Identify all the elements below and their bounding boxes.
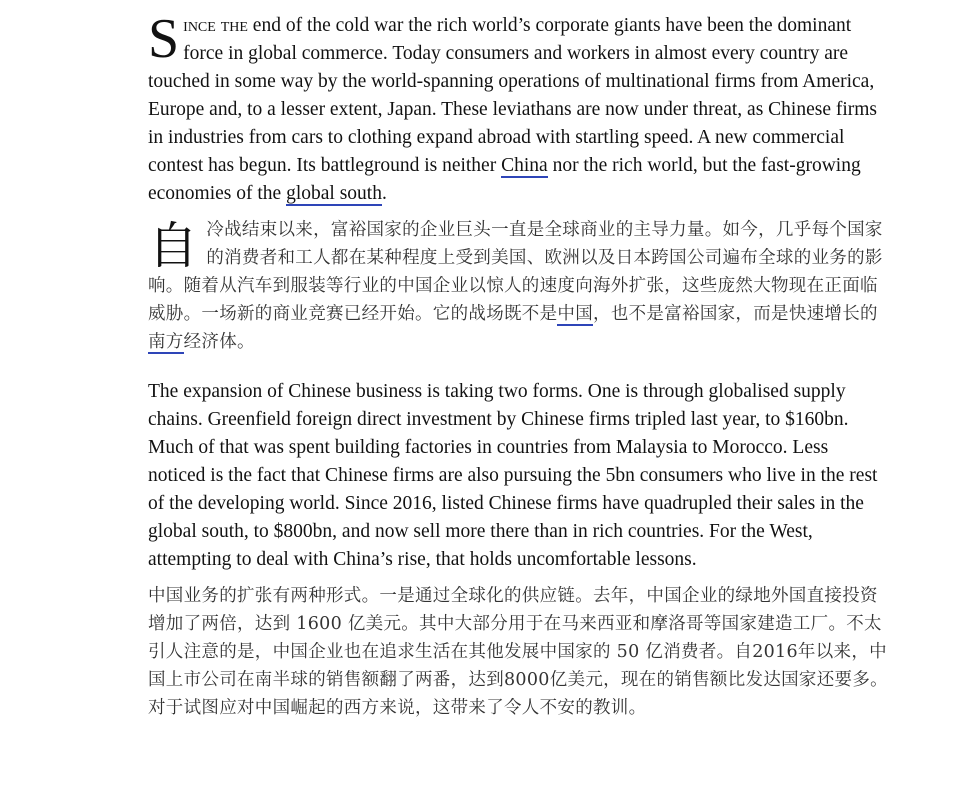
link-china[interactable]: China xyxy=(501,155,548,176)
paragraph-text: 冷战结束以来，富裕国家的企业巨头一直是全球商业的主导力量。如今，几乎每个国家的消费者和工人都在某种程度上受到美国、欧洲以及日本跨国公司遍布全球的业务的影响。随着从汽车到服装等行业的中国企业以惊人的速度向海外扩张，这些庞然大物现在正面临威胁。一场新的商业竞赛已经开始。它的战场既不是 xyxy=(148,220,883,324)
link-china-zh[interactable]: 中国 xyxy=(557,304,594,324)
paragraph-chinese-2: 中国业务的扩张有两种形式。一是通过全球化的供应链。去年，中国企业的绿地外国直接投资增加了两倍，达到 1600 亿美元。其中大部分用于在马来西亚和摩洛哥等国家建造工厂。不太引人注意的是，中国企业也在追求生活在其他发展中国家的 50 亿消费者。自2016年以来，中国上市公司在南半球的销售额翻了两番，达到8000亿美元，现在的销售额比发达国家还要多。对于试图应对中国崛起的西方来说，这带来了令人不安的教训。 xyxy=(148,586,888,718)
paragraph-text: nor the rich world, but the fast-growing economies of the xyxy=(148,155,861,204)
paragraph-chinese-1 xyxy=(148,216,890,356)
link-global-south-zh[interactable]: 南方 xyxy=(148,332,184,352)
paragraph-text: end of the cold war the rich world’s corporate giants have been the dominant force in global commerce. Today consumers and workers in almost every country are touched in some way by the world-spanning operations of multinational firms from America, Europe and, to a lesser extent, Japan. These leviathans are now under threat, as Chinese firms in industries from cars to clothing expand abroad with startling speed. A new commercial contest has begun. Its battleground is neither xyxy=(148,15,878,176)
paragraph-text: 经济体。 xyxy=(183,332,255,352)
paragraph-english-2: The expansion of Chinese business is taking two forms. One is through globalised supply chains. Greenfield foreign direct investment by Chinese firms tripled last year, to $160bn. Much of that was spent building factories in countries from Malaysia to Morocco. Less noticed is the fact that Chinese firms are also pursuing the 5bn consumers who live in the rest of the developing world. Since 2016, listed Chinese firms have quadrupled their sales in the global south, to $800bn, and now sell more there than in rich countries. For the West, attempting to deal with China’s rise, that holds uncomfortable lessons. xyxy=(148,381,878,570)
small-caps-lead: ince the xyxy=(183,15,248,36)
drop-cap: S xyxy=(148,8,180,70)
paragraph-text: . xyxy=(381,183,387,204)
link-global-south[interactable]: global south xyxy=(286,183,382,204)
paragraph-text: ，也不是富裕国家，而是快速增长的 xyxy=(593,304,878,324)
article-body xyxy=(148,8,890,722)
drop-cap-chinese: 自 xyxy=(148,217,199,275)
paragraph-english-1 xyxy=(148,8,890,208)
